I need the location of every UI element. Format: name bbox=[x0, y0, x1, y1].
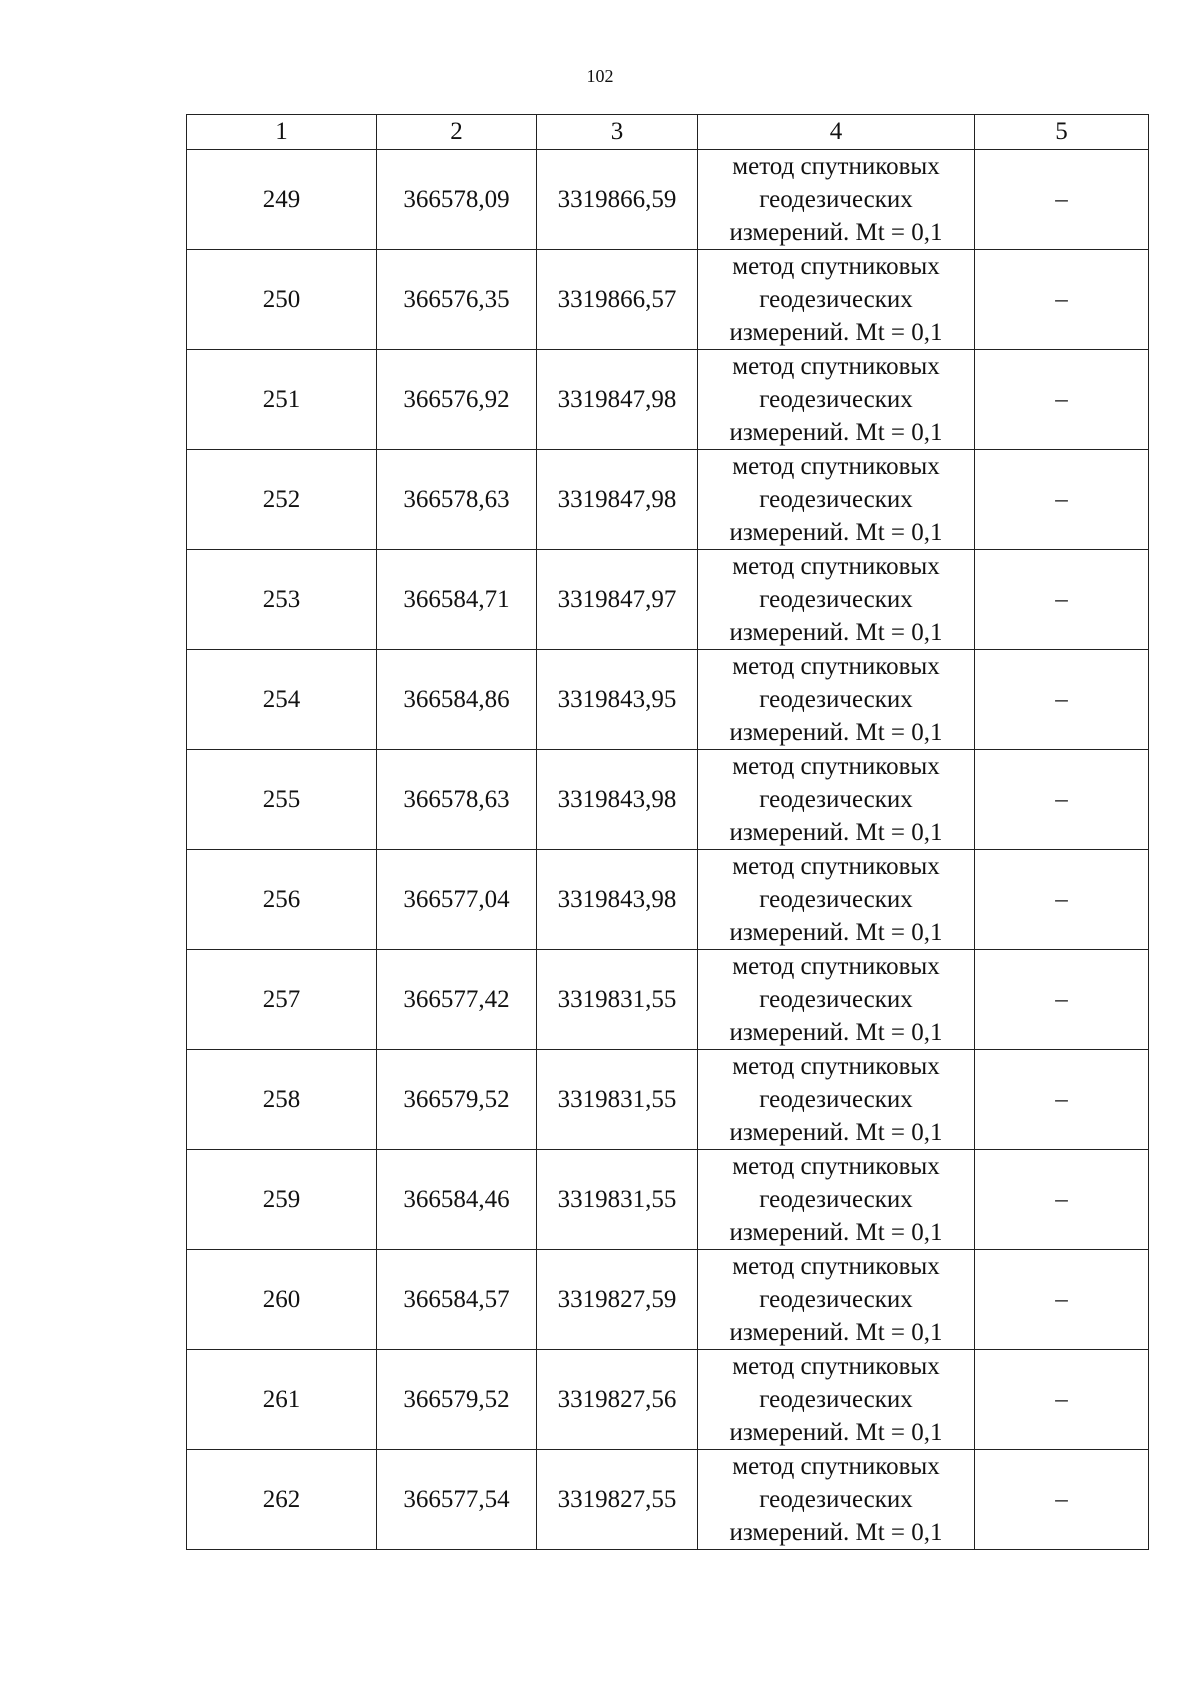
method-cell bbox=[698, 750, 975, 850]
point-number-cell: 254 bbox=[187, 650, 377, 750]
x-coordinate-cell: 366577,42 bbox=[377, 950, 537, 1050]
y-coordinate-cell: 3319827,56 bbox=[537, 1350, 698, 1450]
method-line: геодезических bbox=[759, 386, 913, 413]
y-coordinate-cell: 3319827,59 bbox=[537, 1250, 698, 1350]
method-line: геодезических bbox=[759, 1086, 913, 1113]
method-line: геодезических bbox=[759, 586, 913, 613]
method-line: геодезических bbox=[759, 1386, 913, 1413]
method-line: метод спутниковых bbox=[732, 1153, 940, 1180]
x-coordinate-cell: 366584,71 bbox=[377, 550, 537, 650]
note-cell: – bbox=[975, 650, 1149, 750]
method-cell bbox=[698, 950, 975, 1050]
method-line: геодезических bbox=[759, 486, 913, 513]
page-number: 102 bbox=[586, 66, 614, 86]
note-cell: – bbox=[975, 250, 1149, 350]
method-line: метод спутниковых bbox=[732, 253, 940, 280]
method-line: измерений. Mt = 0,1 bbox=[729, 1419, 943, 1446]
method-cell bbox=[698, 250, 975, 350]
x-coordinate-cell: 366576,35 bbox=[377, 250, 537, 350]
table-row bbox=[187, 1050, 1149, 1150]
method-line: измерений. Mt = 0,1 bbox=[729, 219, 943, 246]
table-row bbox=[187, 1250, 1149, 1350]
column-header: 4 bbox=[698, 115, 975, 150]
method-cell bbox=[698, 1450, 975, 1550]
x-coordinate-cell: 366584,86 bbox=[377, 650, 537, 750]
method-line: измерений. Mt = 0,1 bbox=[729, 1119, 943, 1146]
method-cell bbox=[698, 350, 975, 450]
table-row bbox=[187, 250, 1149, 350]
column-header: 2 bbox=[377, 115, 537, 150]
method-line: измерений. Mt = 0,1 bbox=[729, 719, 943, 746]
point-number-cell: 252 bbox=[187, 450, 377, 550]
point-number-cell: 249 bbox=[187, 150, 377, 250]
method-cell bbox=[698, 1250, 975, 1350]
point-number-cell: 251 bbox=[187, 350, 377, 450]
method-line: измерений. Mt = 0,1 bbox=[729, 1519, 943, 1546]
x-coordinate-cell: 366578,09 bbox=[377, 150, 537, 250]
method-cell bbox=[698, 1350, 975, 1450]
x-coordinate-cell: 366578,63 bbox=[377, 750, 537, 850]
point-number-cell: 257 bbox=[187, 950, 377, 1050]
x-coordinate-cell: 366577,04 bbox=[377, 850, 537, 950]
method-line: измерений. Mt = 0,1 bbox=[729, 419, 943, 446]
method-cell bbox=[698, 650, 975, 750]
method-line: измерений. Mt = 0,1 bbox=[729, 619, 943, 646]
method-line: метод спутниковых bbox=[732, 653, 940, 680]
table-row bbox=[187, 950, 1149, 1050]
note-cell: – bbox=[975, 550, 1149, 650]
column-header: 1 bbox=[187, 115, 377, 150]
x-coordinate-cell: 366576,92 bbox=[377, 350, 537, 450]
y-coordinate-cell: 3319847,98 bbox=[537, 450, 698, 550]
note-cell: – bbox=[975, 850, 1149, 950]
method-line: метод спутниковых bbox=[732, 1253, 940, 1280]
method-line: геодезических bbox=[759, 986, 913, 1013]
method-line: метод спутниковых bbox=[732, 753, 940, 780]
table-row bbox=[187, 1450, 1149, 1550]
note-cell: – bbox=[975, 350, 1149, 450]
note-cell: – bbox=[975, 1350, 1149, 1450]
method-cell bbox=[698, 150, 975, 250]
method-line: геодезических bbox=[759, 286, 913, 313]
point-number-cell: 259 bbox=[187, 1150, 377, 1250]
note-cell: – bbox=[975, 1450, 1149, 1550]
y-coordinate-cell: 3319831,55 bbox=[537, 950, 698, 1050]
method-line: геодезических bbox=[759, 686, 913, 713]
method-line: измерений. Mt = 0,1 bbox=[729, 819, 943, 846]
table-row bbox=[187, 550, 1149, 650]
method-line: метод спутниковых bbox=[732, 353, 940, 380]
y-coordinate-cell: 3319843,98 bbox=[537, 850, 698, 950]
x-coordinate-cell: 366579,52 bbox=[377, 1350, 537, 1450]
note-cell: – bbox=[975, 450, 1149, 550]
x-coordinate-cell: 366578,63 bbox=[377, 450, 537, 550]
method-cell bbox=[698, 450, 975, 550]
point-number-cell: 258 bbox=[187, 1050, 377, 1150]
method-line: геодезических bbox=[759, 1286, 913, 1313]
method-cell bbox=[698, 850, 975, 950]
method-line: метод спутниковых bbox=[732, 853, 940, 880]
point-number-cell: 262 bbox=[187, 1450, 377, 1550]
method-line: измерений. Mt = 0,1 bbox=[729, 1319, 943, 1346]
method-line: измерений. Mt = 0,1 bbox=[729, 519, 943, 546]
method-line: измерений. Mt = 0,1 bbox=[729, 919, 943, 946]
point-number-cell: 256 bbox=[187, 850, 377, 950]
table-row bbox=[187, 850, 1149, 950]
y-coordinate-cell: 3319831,55 bbox=[537, 1050, 698, 1150]
table-row bbox=[187, 450, 1149, 550]
table-body bbox=[187, 150, 1149, 1550]
method-line: геодезических bbox=[759, 1486, 913, 1513]
method-line: измерений. Mt = 0,1 bbox=[729, 1219, 943, 1246]
x-coordinate-cell: 366579,52 bbox=[377, 1050, 537, 1150]
y-coordinate-cell: 3319866,59 bbox=[537, 150, 698, 250]
method-line: геодезических bbox=[759, 786, 913, 813]
method-line: метод спутниковых bbox=[732, 453, 940, 480]
note-cell: – bbox=[975, 1050, 1149, 1150]
method-line: метод спутниковых bbox=[732, 153, 940, 180]
table-row bbox=[187, 1150, 1149, 1250]
x-coordinate-cell: 366577,54 bbox=[377, 1450, 537, 1550]
method-line: метод спутниковых bbox=[732, 953, 940, 980]
method-cell bbox=[698, 1150, 975, 1250]
point-number-cell: 260 bbox=[187, 1250, 377, 1350]
point-number-cell: 261 bbox=[187, 1350, 377, 1450]
coordinates-table bbox=[186, 114, 1149, 1550]
column-header: 3 bbox=[537, 115, 698, 150]
point-number-cell: 250 bbox=[187, 250, 377, 350]
column-header: 5 bbox=[975, 115, 1149, 150]
y-coordinate-cell: 3319843,95 bbox=[537, 650, 698, 750]
header-row bbox=[187, 115, 1149, 150]
method-line: метод спутниковых bbox=[732, 1053, 940, 1080]
note-cell: – bbox=[975, 950, 1149, 1050]
table-row bbox=[187, 150, 1149, 250]
method-line: измерений. Mt = 0,1 bbox=[729, 319, 943, 346]
x-coordinate-cell: 366584,46 bbox=[377, 1150, 537, 1250]
method-line: метод спутниковых bbox=[732, 1453, 940, 1480]
note-cell: – bbox=[975, 150, 1149, 250]
point-number-cell: 253 bbox=[187, 550, 377, 650]
y-coordinate-cell: 3319831,55 bbox=[537, 1150, 698, 1250]
y-coordinate-cell: 3319843,98 bbox=[537, 750, 698, 850]
method-line: метод спутниковых bbox=[732, 1353, 940, 1380]
note-cell: – bbox=[975, 1150, 1149, 1250]
note-cell: – bbox=[975, 1250, 1149, 1350]
method-line: измерений. Mt = 0,1 bbox=[729, 1019, 943, 1046]
method-line: геодезических bbox=[759, 1186, 913, 1213]
y-coordinate-cell: 3319827,55 bbox=[537, 1450, 698, 1550]
x-coordinate-cell: 366584,57 bbox=[377, 1250, 537, 1350]
table-row bbox=[187, 650, 1149, 750]
table-row bbox=[187, 1350, 1149, 1450]
table-row bbox=[187, 350, 1149, 450]
point-number-cell: 255 bbox=[187, 750, 377, 850]
y-coordinate-cell: 3319847,98 bbox=[537, 350, 698, 450]
table-row bbox=[187, 750, 1149, 850]
y-coordinate-cell: 3319866,57 bbox=[537, 250, 698, 350]
y-coordinate-cell: 3319847,97 bbox=[537, 550, 698, 650]
method-cell bbox=[698, 1050, 975, 1150]
method-cell bbox=[698, 550, 975, 650]
method-line: геодезических bbox=[759, 186, 913, 213]
note-cell: – bbox=[975, 750, 1149, 850]
method-line: геодезических bbox=[759, 886, 913, 913]
method-line: метод спутниковых bbox=[732, 553, 940, 580]
